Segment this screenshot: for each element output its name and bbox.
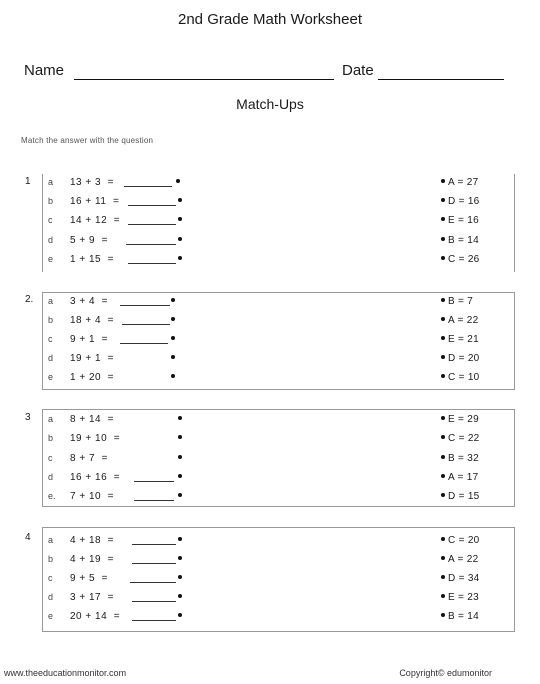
- item-letter: e: [48, 254, 54, 264]
- left-match-dot[interactable]: [178, 613, 182, 617]
- answer-option: D = 34: [448, 573, 480, 584]
- left-match-dot[interactable]: [171, 298, 175, 302]
- answer-option: C = 22: [448, 433, 480, 444]
- item-expression: 5 + 9 =: [70, 235, 108, 246]
- match-row: [42, 453, 515, 465]
- right-match-dot[interactable]: [441, 298, 445, 302]
- item-letter: c: [48, 334, 53, 344]
- item-letter: b: [48, 315, 54, 325]
- item-letter: d: [48, 472, 54, 482]
- item-expression: 7 + 10 =: [70, 491, 114, 502]
- answer-option: A = 27: [448, 177, 479, 188]
- left-match-dot[interactable]: [171, 336, 175, 340]
- item-expression: 3 + 4 =: [70, 296, 108, 307]
- item-expression: 19 + 1 =: [70, 353, 114, 364]
- question-number: 2.: [25, 294, 34, 305]
- match-row: [42, 433, 515, 445]
- right-match-dot[interactable]: [441, 416, 445, 420]
- answer-blank[interactable]: [132, 563, 176, 564]
- match-row: [42, 372, 515, 384]
- right-match-dot[interactable]: [441, 556, 445, 560]
- match-row: [42, 491, 515, 503]
- match-row: [42, 296, 515, 308]
- answer-option: E = 23: [448, 592, 479, 603]
- match-row: [42, 554, 515, 566]
- answer-blank[interactable]: [120, 305, 170, 306]
- item-letter: a: [48, 535, 54, 545]
- answer-option: B = 14: [448, 235, 479, 246]
- answer-blank[interactable]: [124, 186, 172, 187]
- right-match-dot[interactable]: [441, 355, 445, 359]
- answer-blank[interactable]: [126, 244, 176, 245]
- item-letter: b: [48, 433, 54, 443]
- answer-blank[interactable]: [132, 620, 176, 621]
- answer-blank[interactable]: [134, 481, 174, 482]
- left-match-dot[interactable]: [171, 317, 175, 321]
- right-match-dot[interactable]: [441, 435, 445, 439]
- footer-website: www.theeducationmonitor.com: [4, 668, 127, 678]
- item-expression: 3 + 17 =: [70, 592, 114, 603]
- answer-blank[interactable]: [134, 500, 174, 501]
- answer-option: D = 15: [448, 491, 480, 502]
- left-match-dot[interactable]: [178, 594, 182, 598]
- answer-option: C = 20: [448, 535, 480, 546]
- left-match-dot[interactable]: [178, 537, 182, 541]
- item-expression: 14 + 12 =: [70, 215, 121, 226]
- answer-option: A = 22: [448, 315, 479, 326]
- left-match-dot[interactable]: [178, 198, 182, 202]
- item-letter: e: [48, 372, 54, 382]
- item-letter: c: [48, 573, 53, 583]
- item-expression: 20 + 14 =: [70, 611, 121, 622]
- answer-blank[interactable]: [130, 582, 176, 583]
- answer-blank[interactable]: [120, 343, 168, 344]
- answer-option: E = 29: [448, 414, 479, 425]
- item-expression: 9 + 5 =: [70, 573, 108, 584]
- match-row: [42, 196, 515, 208]
- answer-blank[interactable]: [132, 544, 176, 545]
- right-match-dot[interactable]: [441, 179, 445, 183]
- left-match-dot[interactable]: [178, 493, 182, 497]
- left-match-dot[interactable]: [178, 217, 182, 221]
- match-row: [42, 535, 515, 547]
- item-expression: 16 + 11 =: [70, 196, 120, 207]
- left-match-dot[interactable]: [178, 556, 182, 560]
- match-row: [42, 472, 515, 484]
- right-match-dot[interactable]: [441, 198, 445, 202]
- answer-option: D = 16: [448, 196, 480, 207]
- match-row: [42, 334, 515, 346]
- answer-option: B = 32: [448, 453, 479, 464]
- left-match-dot[interactable]: [178, 416, 182, 420]
- right-match-dot[interactable]: [441, 217, 445, 221]
- item-letter: e.: [48, 491, 56, 501]
- answer-blank[interactable]: [128, 263, 176, 264]
- item-expression: 1 + 15 =: [70, 254, 114, 265]
- item-expression: 4 + 19 =: [70, 554, 114, 565]
- left-match-dot[interactable]: [178, 575, 182, 579]
- right-match-dot[interactable]: [441, 256, 445, 260]
- instructions: Match the answer with the question: [21, 136, 154, 145]
- match-row: [42, 254, 515, 266]
- left-match-dot[interactable]: [178, 455, 182, 459]
- item-expression: 1 + 20 =: [70, 372, 114, 383]
- item-letter: a: [48, 177, 54, 187]
- right-match-dot[interactable]: [441, 594, 445, 598]
- item-letter: d: [48, 353, 54, 363]
- match-row: [42, 611, 515, 623]
- item-expression: 8 + 14 =: [70, 414, 114, 425]
- answer-option: A = 22: [448, 554, 479, 565]
- match-row: [42, 177, 515, 189]
- left-match-dot[interactable]: [171, 374, 175, 378]
- item-expression: 19 + 10 =: [70, 433, 121, 444]
- question-number: 4: [25, 532, 31, 543]
- answer-option: B = 7: [448, 296, 474, 307]
- right-match-dot[interactable]: [441, 336, 445, 340]
- answer-blank[interactable]: [128, 205, 176, 206]
- match-row: [42, 315, 515, 327]
- right-match-dot[interactable]: [441, 575, 445, 579]
- question-number: 3: [25, 412, 31, 423]
- answer-option: B = 14: [448, 611, 479, 622]
- answer-option: E = 16: [448, 215, 479, 226]
- answer-blank[interactable]: [128, 224, 176, 225]
- item-letter: d: [48, 592, 54, 602]
- answer-option: D = 20: [448, 353, 480, 364]
- section-subtitle: Match-Ups: [236, 96, 304, 112]
- right-match-dot[interactable]: [441, 455, 445, 459]
- answer-option: E = 21: [448, 334, 479, 345]
- item-letter: b: [48, 196, 54, 206]
- match-row: [42, 235, 515, 247]
- right-match-dot[interactable]: [441, 474, 445, 478]
- left-match-dot[interactable]: [178, 237, 182, 241]
- name-label: Name: [24, 62, 65, 79]
- item-expression: 16 + 16 =: [70, 472, 121, 483]
- left-match-dot[interactable]: [178, 435, 182, 439]
- date-label: Date: [342, 62, 374, 79]
- item-letter: a: [48, 296, 54, 306]
- item-letter: c: [48, 215, 53, 225]
- item-expression: 13 + 3 =: [70, 177, 114, 188]
- match-row: [42, 592, 515, 604]
- right-match-dot[interactable]: [441, 237, 445, 241]
- answer-option: A = 17: [448, 472, 479, 483]
- item-expression: 4 + 18 =: [70, 535, 114, 546]
- right-match-dot[interactable]: [441, 613, 445, 617]
- item-expression: 9 + 1 =: [70, 334, 108, 345]
- worksheet-title: 2nd Grade Math Worksheet: [178, 11, 362, 28]
- match-row: [42, 414, 515, 426]
- left-match-dot[interactable]: [178, 474, 182, 478]
- question-number: 1: [25, 176, 31, 187]
- right-match-dot[interactable]: [441, 374, 445, 378]
- item-expression: 18 + 4 =: [70, 315, 114, 326]
- match-row: [42, 353, 515, 365]
- item-letter: d: [48, 235, 54, 245]
- left-match-dot[interactable]: [171, 355, 175, 359]
- right-match-dot[interactable]: [441, 317, 445, 321]
- item-expression: 8 + 7 =: [70, 453, 108, 464]
- match-row: [42, 573, 515, 585]
- answer-option: C = 10: [448, 372, 480, 383]
- answer-blank[interactable]: [132, 601, 176, 602]
- item-letter: b: [48, 554, 54, 564]
- item-letter: e: [48, 611, 54, 621]
- match-row: [42, 215, 515, 227]
- left-match-dot[interactable]: [176, 179, 180, 183]
- left-match-dot[interactable]: [178, 256, 182, 260]
- right-match-dot[interactable]: [441, 537, 445, 541]
- name-field-line[interactable]: [74, 79, 334, 80]
- answer-option: C = 26: [448, 254, 480, 265]
- item-letter: c: [48, 453, 53, 463]
- item-letter: a: [48, 414, 54, 424]
- date-field-line[interactable]: [378, 79, 504, 80]
- right-match-dot[interactable]: [441, 493, 445, 497]
- footer-copyright: Copyright© edumonitor: [399, 668, 492, 678]
- answer-blank[interactable]: [122, 324, 170, 325]
